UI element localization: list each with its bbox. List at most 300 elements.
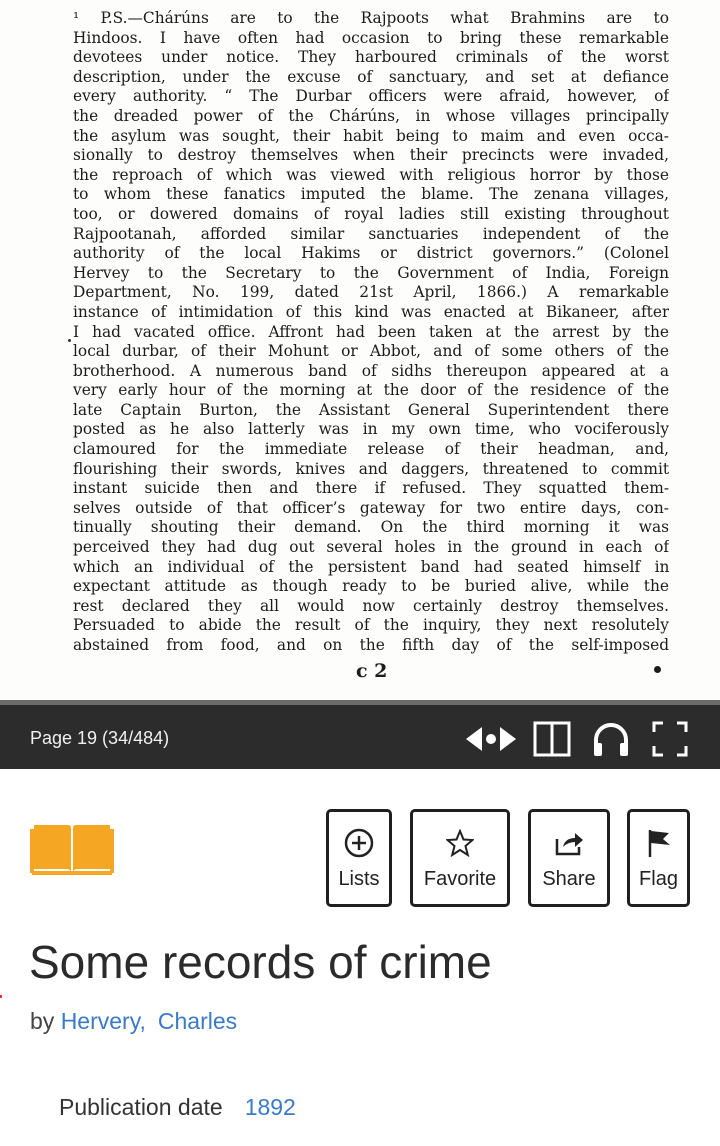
page-text-word: of bbox=[191, 342, 206, 361]
page-text-line bbox=[73, 264, 669, 284]
author-link-surname[interactable]: Hervery, bbox=[60, 1008, 146, 1034]
page-text-word: as bbox=[240, 577, 258, 596]
page-text-word: had bbox=[295, 28, 325, 47]
page-text-word: for bbox=[176, 440, 199, 459]
page-text-line bbox=[73, 479, 669, 499]
byline bbox=[30, 1008, 237, 1035]
page-text-word: which bbox=[73, 557, 120, 576]
page-text-word: now bbox=[362, 596, 395, 615]
share-icon bbox=[553, 828, 585, 858]
page-text-word: the bbox=[353, 263, 379, 282]
star-icon bbox=[446, 828, 474, 858]
page-text-word: swords, bbox=[221, 459, 282, 478]
page-text-word: under bbox=[161, 48, 208, 67]
page-text-word: the bbox=[288, 106, 314, 125]
page-text-word: dug bbox=[247, 538, 278, 557]
page-text-word: gateway bbox=[359, 498, 426, 517]
page-text-word: at bbox=[570, 67, 587, 86]
page-text-word: the bbox=[493, 381, 519, 400]
page-text-word: door bbox=[420, 381, 456, 400]
page-text-word: and bbox=[358, 459, 388, 478]
page-text-word: the bbox=[73, 106, 99, 125]
page-text-word: of bbox=[654, 87, 669, 106]
page-text-word: 1866.) bbox=[476, 283, 527, 302]
page-text-word: these bbox=[166, 185, 209, 204]
page-text-word: devotees bbox=[73, 48, 143, 67]
scan-speck bbox=[68, 339, 71, 342]
page-text-word: residence bbox=[530, 381, 607, 400]
page-text-word: their bbox=[170, 459, 209, 478]
page-text-word: Durbar bbox=[295, 87, 352, 106]
page-text-word: of bbox=[164, 244, 180, 263]
page-text-word: their bbox=[409, 146, 448, 165]
page-text-word: result bbox=[295, 616, 341, 635]
page-text-word: sanctuary, bbox=[388, 67, 469, 86]
page-text-word: after bbox=[631, 302, 669, 321]
page-text-word: destroy bbox=[500, 596, 559, 615]
page-text-word: the bbox=[314, 9, 340, 27]
page-text-word: defiance bbox=[602, 67, 669, 86]
page-text-word: however, bbox=[567, 87, 638, 106]
page-text-word: and bbox=[269, 479, 299, 498]
page-text-word: their bbox=[237, 518, 276, 537]
page-text-line bbox=[73, 518, 669, 538]
page-text-line bbox=[73, 166, 669, 186]
page-text-word: abide bbox=[198, 616, 242, 635]
page-text-word: been bbox=[377, 322, 416, 341]
page-text-word: The bbox=[489, 185, 519, 204]
page-text-word: or bbox=[341, 342, 358, 361]
page-text-word: this bbox=[313, 302, 343, 321]
page-text-word: throughout bbox=[581, 204, 669, 223]
page-text-word: P.S.—Chárúns bbox=[100, 9, 209, 27]
page-text-word: afforded bbox=[200, 224, 267, 243]
page-text-word: to bbox=[452, 126, 468, 145]
favorite-label: Favorite bbox=[423, 868, 497, 890]
page-text-word: themselves bbox=[250, 146, 339, 165]
page-text-word: harboured bbox=[355, 48, 437, 67]
page-text-word: themselves. bbox=[576, 596, 669, 615]
page-text-word: Department, bbox=[73, 283, 172, 302]
page-text-word: an bbox=[133, 557, 154, 576]
page-text-word: sidhs bbox=[391, 361, 432, 380]
page-text-word: their bbox=[292, 126, 331, 145]
page-text-word: the bbox=[383, 381, 409, 400]
page-text-word: had bbox=[336, 322, 365, 341]
page-text-word: band bbox=[308, 361, 348, 380]
page-text-word: independent bbox=[482, 224, 581, 243]
page-text-line bbox=[73, 283, 669, 303]
page-text-word: food, bbox=[220, 636, 260, 654]
page-text-word: of bbox=[313, 204, 329, 223]
page-text-word: early bbox=[118, 381, 158, 400]
page-text-word: time, bbox=[474, 420, 515, 439]
page-text-word: kind bbox=[354, 302, 389, 321]
page-text-word: himself bbox=[583, 557, 641, 576]
page-text-word: at bbox=[485, 322, 502, 341]
page-text-word: of bbox=[547, 48, 562, 67]
page-text-word: they bbox=[161, 538, 196, 557]
page-text-word: to bbox=[73, 185, 89, 204]
page-text-line bbox=[73, 48, 669, 68]
page-text-word: of bbox=[216, 381, 232, 400]
page-text-word: the bbox=[422, 518, 448, 537]
page-text-word: others bbox=[554, 342, 605, 361]
page-text-word: of bbox=[444, 440, 460, 459]
page-text-word: demand. bbox=[294, 518, 362, 537]
page-text-word: a bbox=[659, 361, 669, 380]
page-text-line bbox=[73, 9, 669, 29]
page-text-word: royal bbox=[344, 204, 384, 223]
page-text-word: instance bbox=[73, 302, 139, 321]
scan-speck bbox=[654, 666, 661, 673]
page-text-word: destroy bbox=[177, 146, 236, 165]
page-text-word: are bbox=[606, 9, 633, 27]
page-text-word: from bbox=[166, 636, 204, 654]
page-text-word: authority bbox=[73, 244, 145, 263]
page-text-word: several bbox=[326, 538, 383, 557]
page-text-word: ground bbox=[510, 538, 568, 557]
read-aloud-headphones-icon[interactable] bbox=[590, 718, 632, 760]
page-text-line bbox=[73, 362, 669, 382]
page-text-word: whose bbox=[445, 106, 496, 125]
page-text-word: On bbox=[380, 518, 404, 537]
page-text-word: as bbox=[139, 420, 157, 439]
page-text-word: habit bbox=[343, 126, 384, 145]
page-text-line bbox=[73, 577, 669, 597]
page-text-word: morning bbox=[523, 518, 590, 537]
page-text-word: Rajpootanah, bbox=[73, 224, 177, 243]
page-text-word: bring bbox=[459, 28, 502, 47]
page-text-word: were bbox=[443, 87, 483, 106]
page-text-word: that bbox=[236, 498, 268, 517]
page-text-word: existing bbox=[504, 204, 566, 223]
page-text-word: the bbox=[383, 616, 409, 635]
page-text-word: of bbox=[196, 165, 212, 184]
two-page-icon[interactable] bbox=[532, 718, 572, 760]
page-text-word: I bbox=[159, 28, 166, 47]
flip-view-icon[interactable] bbox=[464, 718, 518, 760]
page-text-line bbox=[73, 68, 669, 88]
page-text-word: two bbox=[476, 498, 506, 517]
page-text-word: officers bbox=[368, 87, 427, 106]
edge-marker bbox=[0, 995, 2, 998]
page-text-word: of bbox=[654, 538, 669, 557]
page-text-word: and bbox=[536, 126, 566, 145]
page-text-word: the bbox=[514, 322, 540, 341]
page-text-word: Secretary bbox=[225, 263, 302, 282]
page-text-word: very bbox=[73, 381, 107, 400]
page-indicator: Page 19 (34/484) bbox=[30, 728, 170, 748]
page-text-line bbox=[73, 225, 669, 245]
page-text-word: the bbox=[643, 322, 669, 341]
page-text-word: similar bbox=[290, 224, 345, 243]
page-text-word: they bbox=[495, 616, 530, 635]
page-text-word: of bbox=[474, 342, 490, 361]
page-text-word: for bbox=[439, 498, 463, 517]
page-text-word: some bbox=[501, 342, 543, 361]
page-text-word: suicide bbox=[144, 479, 200, 498]
page-text-word: inquiry, bbox=[422, 616, 482, 635]
page-text-word: villages, bbox=[604, 185, 669, 204]
page-text-word: under bbox=[182, 67, 229, 86]
page-text-word: The bbox=[249, 87, 279, 106]
page-text-word: to bbox=[319, 263, 336, 282]
page-text-line bbox=[73, 244, 669, 264]
page-text-word: had bbox=[207, 538, 237, 557]
page-text-line bbox=[73, 381, 669, 401]
plus-circle-icon bbox=[343, 828, 375, 858]
page-text-word: they bbox=[207, 596, 242, 615]
page-text-word: durbar, bbox=[122, 342, 179, 361]
page-text-word: release bbox=[367, 440, 425, 459]
page-text-word: of bbox=[357, 67, 373, 86]
page-text-word: was bbox=[638, 518, 669, 537]
page-text-word: the bbox=[643, 342, 669, 361]
page-text-word: viewed bbox=[330, 165, 386, 184]
page-text-word: when bbox=[352, 146, 395, 165]
page-text-word: of bbox=[285, 302, 301, 321]
page-text-word: remarkable bbox=[579, 28, 669, 47]
page-text-word: of bbox=[151, 302, 167, 321]
page-text-word: in bbox=[654, 557, 669, 576]
page-text-word: principally bbox=[585, 106, 669, 125]
page-text-word: still bbox=[460, 204, 490, 223]
page-text-line bbox=[73, 460, 669, 480]
page-text-word: abstained bbox=[73, 636, 150, 654]
page-text-word: clamoured bbox=[73, 440, 156, 459]
page-text-word: of bbox=[616, 342, 632, 361]
page-text-word: of bbox=[467, 381, 483, 400]
page-text-word: Hindoos. bbox=[73, 28, 143, 47]
item-title: Some records of crime bbox=[29, 936, 492, 988]
page-text-word: each bbox=[605, 538, 643, 557]
page-text-word: and bbox=[485, 67, 515, 86]
page-text-word: would bbox=[297, 596, 345, 615]
page-text-line bbox=[73, 205, 669, 225]
page-text-word: perceived bbox=[73, 538, 150, 557]
page-text-word: was bbox=[401, 302, 432, 321]
page-text-word: them- bbox=[624, 479, 669, 498]
page-text-word: squatted bbox=[538, 479, 607, 498]
by-label: by bbox=[30, 1008, 55, 1034]
page-text-word: Persuaded bbox=[73, 616, 155, 635]
page-text-word: shouting bbox=[150, 518, 219, 537]
page-text-word: arrest bbox=[552, 322, 600, 341]
page-text-word: Captain bbox=[120, 400, 182, 419]
page-text-word: at bbox=[629, 361, 646, 380]
page-text-word: reproach bbox=[112, 165, 183, 184]
page-text-word: too, bbox=[73, 204, 103, 223]
page-text-word: 199, bbox=[239, 283, 275, 302]
page-text-word: the bbox=[73, 165, 99, 184]
page-text-word: which bbox=[225, 165, 273, 184]
page-text-word: at bbox=[518, 302, 534, 321]
page-text-word: the bbox=[219, 440, 245, 459]
page-text-word: to bbox=[581, 459, 598, 478]
page-text-word: of bbox=[257, 106, 273, 125]
page-text-word: asylum bbox=[111, 126, 167, 145]
page-text-word: criminals bbox=[455, 48, 529, 67]
page-signature: c 2 bbox=[356, 660, 388, 682]
page-text-word: while bbox=[587, 577, 630, 596]
page-text-word: Assistant bbox=[318, 400, 391, 419]
page-text-word: resolutely bbox=[591, 616, 669, 635]
page-text-word: Chárúns, bbox=[329, 106, 400, 125]
page-text-word: and bbox=[276, 636, 306, 654]
page-text-word: enacted bbox=[443, 302, 506, 321]
page-text-word: notice. bbox=[226, 48, 280, 67]
page-text-word: to bbox=[653, 9, 669, 27]
page-text-word: was bbox=[286, 165, 317, 184]
page-text-word: to bbox=[147, 146, 163, 165]
page-text-word: are bbox=[230, 9, 256, 27]
page-text-word: selves bbox=[73, 498, 121, 517]
share-button[interactable] bbox=[528, 809, 610, 907]
page-text-word: what bbox=[450, 9, 489, 27]
page-text-word: of bbox=[604, 224, 620, 243]
page-text-word: of bbox=[617, 381, 633, 400]
page-text-word: declared bbox=[121, 596, 190, 615]
flag-icon bbox=[645, 828, 673, 858]
reader-toolbar bbox=[0, 700, 720, 769]
book-icon bbox=[30, 817, 114, 882]
page-text-line bbox=[73, 185, 669, 205]
page-text-word: by bbox=[594, 165, 613, 184]
page-text-word: and, bbox=[635, 440, 669, 459]
page-text-word: third bbox=[466, 518, 505, 537]
page-text-word: imputed bbox=[300, 185, 366, 204]
page-text-word: 21st bbox=[359, 283, 393, 302]
page-text-word: sought, bbox=[222, 126, 280, 145]
page-text-word: he bbox=[170, 420, 190, 439]
page-text-word: the bbox=[243, 381, 269, 400]
page-text-word: India, bbox=[545, 263, 591, 282]
page-text-word: excuse bbox=[287, 67, 341, 86]
page-text-word: Burton, bbox=[199, 400, 258, 419]
flag-button[interactable] bbox=[627, 809, 690, 907]
page-text-word: ladies bbox=[398, 204, 445, 223]
page-text-line bbox=[73, 342, 669, 362]
page-text-word: attitude bbox=[164, 577, 227, 596]
page-text-word: district bbox=[416, 244, 473, 263]
page-text-word: numerous bbox=[215, 361, 294, 380]
page-text-word: afraid, bbox=[499, 87, 551, 106]
page-text-word: the bbox=[380, 185, 406, 204]
page-text-word: commit bbox=[610, 459, 669, 478]
page-text-word: own bbox=[428, 420, 461, 439]
publication-year-link[interactable]: 1892 bbox=[244, 1094, 296, 1120]
page-text-word: to bbox=[147, 263, 164, 282]
page-text-word: villages bbox=[510, 106, 571, 125]
page-text-word: at bbox=[356, 381, 373, 400]
page-text-word: occa- bbox=[628, 126, 669, 145]
page-text-word: Rajpoots bbox=[360, 9, 429, 27]
page-text-word: remarkable bbox=[578, 283, 669, 302]
page-text-word: the bbox=[73, 126, 99, 145]
page-text-line bbox=[73, 146, 669, 166]
page-text-word: there bbox=[315, 479, 358, 498]
page-text-word: the bbox=[359, 636, 385, 654]
page-text-word: to bbox=[401, 577, 417, 596]
page-text-line bbox=[73, 29, 669, 49]
page-text-word: intimidation bbox=[178, 302, 274, 321]
page-text-word: it bbox=[608, 518, 620, 537]
page-text-word: in bbox=[415, 106, 431, 125]
page-text-word: ¹ bbox=[73, 9, 80, 27]
page-text-word: power bbox=[193, 106, 243, 125]
page-text-word: refused. bbox=[402, 479, 467, 498]
page-text-word: worst bbox=[625, 48, 669, 67]
lists-button[interactable] bbox=[326, 809, 392, 907]
page-text-word: Hakims bbox=[301, 244, 361, 263]
page-text-line bbox=[73, 303, 669, 323]
page-text-word: Bikaneer, bbox=[545, 302, 620, 321]
page-text-word: all bbox=[259, 596, 280, 615]
page-text-line bbox=[73, 323, 669, 343]
page-text-word: occasion bbox=[341, 28, 410, 47]
author-link-forename[interactable]: Charles bbox=[157, 1008, 238, 1034]
page-text-word: fifth bbox=[402, 636, 435, 654]
page-text-word: invaded, bbox=[602, 146, 669, 165]
page-text-word: morning bbox=[279, 381, 346, 400]
page-text-word: though bbox=[272, 577, 328, 596]
page-text-word: the bbox=[528, 636, 555, 654]
page-text-word: sionally bbox=[73, 146, 133, 165]
page-text-word: hour bbox=[168, 381, 206, 400]
page-text-word: day bbox=[451, 636, 480, 654]
page-text-word: in bbox=[447, 538, 463, 557]
page-text-word: rest bbox=[73, 596, 104, 615]
fullscreen-icon[interactable] bbox=[650, 718, 690, 760]
page-text-line bbox=[73, 616, 669, 636]
page-text-word: religious bbox=[447, 165, 516, 184]
page-text-word: A bbox=[547, 283, 559, 302]
page-text-word: or bbox=[380, 244, 397, 263]
page-text-word: authority. bbox=[132, 87, 208, 106]
page-text-word: of bbox=[496, 636, 512, 654]
page-text-word: in bbox=[578, 538, 594, 557]
page-text-word: blame. bbox=[421, 185, 474, 204]
page-text-word: governors.” bbox=[492, 244, 585, 263]
page-text-word: were bbox=[549, 146, 588, 165]
page-text-word: the bbox=[245, 67, 271, 86]
publication-date bbox=[59, 1094, 296, 1121]
page-text-word: appeared bbox=[541, 361, 616, 380]
page-text-word: They bbox=[298, 48, 337, 67]
page-text-word: entire bbox=[519, 498, 567, 517]
page-text-word: on bbox=[323, 636, 343, 654]
page-text-word: being bbox=[395, 126, 440, 145]
page-text-word: A bbox=[189, 361, 201, 380]
favorite-button[interactable] bbox=[410, 809, 510, 907]
page-text-word: officer’s bbox=[282, 498, 346, 517]
page-text-word: the bbox=[275, 400, 301, 419]
page-text-word: in bbox=[362, 420, 378, 439]
page-text-word: these bbox=[519, 28, 562, 47]
page-text-word: Affront bbox=[268, 322, 324, 341]
page-text-word: local bbox=[73, 342, 110, 361]
page-text-word: I bbox=[73, 322, 80, 341]
page-text-word: vacated bbox=[134, 322, 195, 341]
page-text-word: General bbox=[407, 400, 470, 419]
page-text-word: late bbox=[73, 400, 103, 419]
page-text-word: local bbox=[244, 244, 282, 263]
page-text-word: alive, bbox=[530, 577, 573, 596]
page-text-word: was bbox=[179, 126, 210, 145]
page-text-word: “ bbox=[224, 87, 233, 106]
page-text bbox=[73, 9, 669, 656]
